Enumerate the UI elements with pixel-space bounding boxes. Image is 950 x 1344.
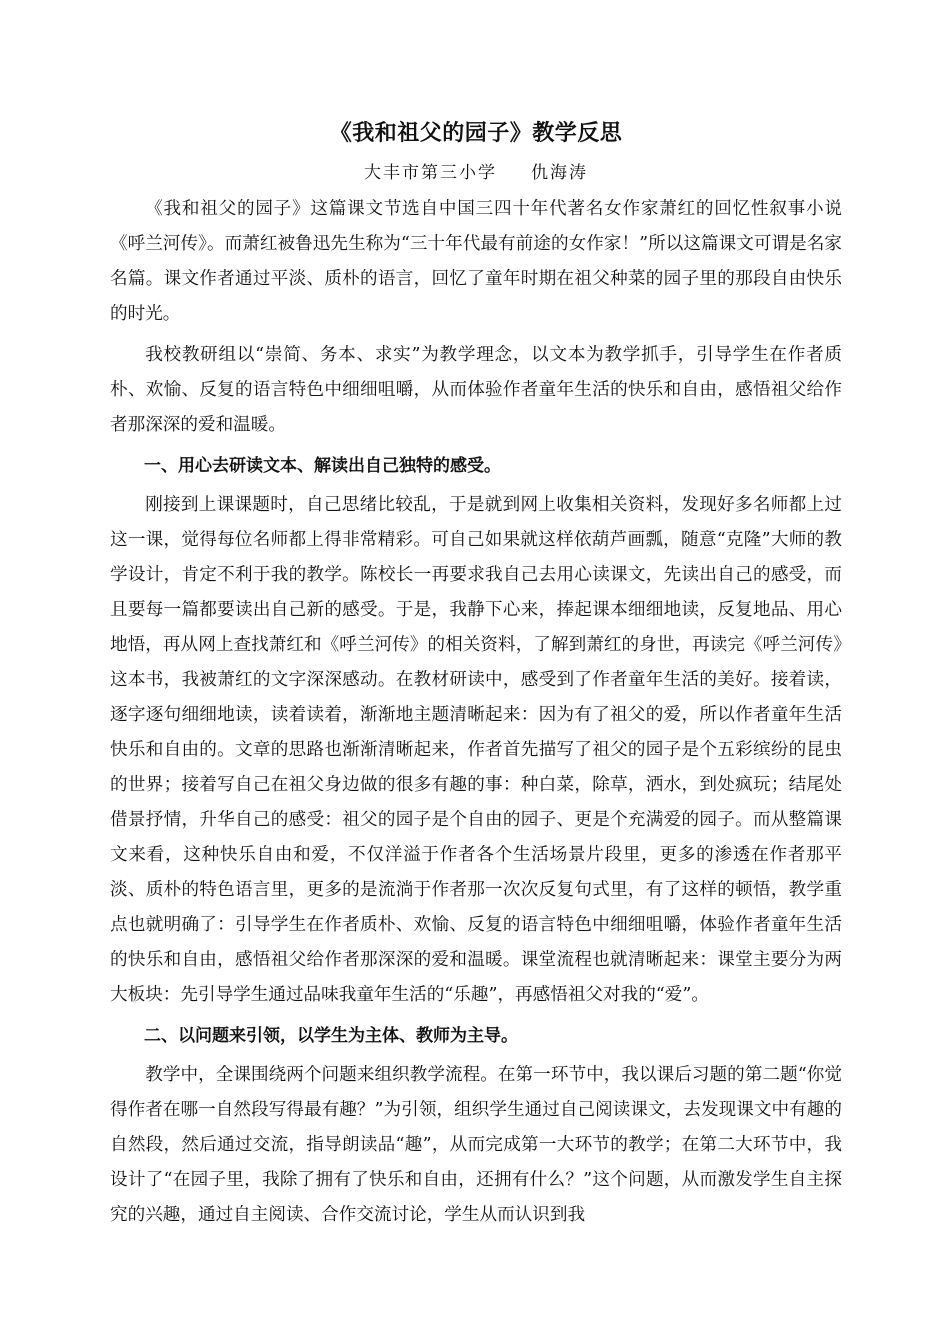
paragraph-section-1: 刚接到上课课题时，自己思绪比较乱，于是就到网上收集相关资料，发现好多名师都上过这一课，觉得每位名师都上得非常精彩。可自己如果就这样依葫芦画瓢，随意“克隆”大师的教学设计，肯定不利于我的教学。陈校长一再要求我自己去用心读课文，先读出自己的感受，而且要每一篇都要读出自己新的感受。于是，我静下心来，捧起课本细细地读，反复地品、用心地悟，再从网上查找萧红和《呼兰河传》的相关资料，了解到萧红的身世，再读完《呼兰河传》这本书，我被萧红的文字深深感动。在教材研读中，感受到了作者童年生活的美好。接着读，逐字逐句细细地读，读着读着，渐渐地主题清晰起来：因为有了祖父的爱，所以作者童年生活快乐和自由的。文章的思路也渐渐清晰起来，作者首先描写了祖父的园子是个五彩缤纷的昆虫的世界；接着写自己在祖父身边做的很多有趣的事：种白菜，除草，洒水，到处疯玩；结尾处借景抒情，升华自己的感受：祖父的园子是个自由的园子、更是个充满爱的园子。而从整篇课文来看，这种快乐自由和爱，不仅洋溢于作者各个生活场景片段里，更多的渗透在作者那平淡、质朴的特色语言里，更多的是流淌于作者那一次次反复句式里，有了这样的顿悟，教学重点也就明确了：引导学生在作者质朴、欢愉、反复的语言特色中细细咀嚼，体验作者童年生活的快乐和自由，感悟祖父给作者那深深的爱和温暖。课堂流程也就清晰起来：课堂主要分为两大板块：先引导学生通过品味我童年生活的“乐趣”，再感悟祖父对我的“爱”。 <box>110 495 842 1005</box>
paragraph-teaching-concept: 我校教研组以“崇简、务本、求实”为教学理念，以文本为教学抓手，引导学生在作者质朴、欢愉、反复的语言特色中细细咀嚼，从而体验作者童年生活的快乐和自由，感悟祖父给作者那深深的爱和温暖。 <box>110 345 842 435</box>
document-page <box>110 118 842 1239</box>
document-title: 《我和祖父的园子》教学反思 <box>329 121 623 146</box>
paragraph-intro: 《我和祖父的园子》这篇课文节选自中国三四十年代著名女作家萧红的回忆性叙事小说《呼兰河传》。而萧红被鲁迅先生称为“三十年代最有前途的女作家！”所以这篇课文可谓是名家名篇。课文作者通过平淡、质朴的语言，回忆了童年时期在祖父种菜的园子里的那段自由快乐的时光。 <box>110 199 842 324</box>
paragraph-section-2: 教学中，全课围绕两个问题来组织教学流程。在第一环节中，我以课后习题的第二题“你觉得作者在哪一自然段写得最有趣？”为引领，组织学生通过自己阅读课文，去发现课文中有趣的自然段，然后通过交流，指导朗读品“趣”，从而完成第一大环节的教学；在第二大环节中，我设计了“在园子里，我除了拥有了快乐和自由，还拥有什么？”这个问题，从而激发学生自主探究的兴趣，通过自主阅读、合作交流讨论，学生从而认识到我 <box>110 1065 842 1225</box>
byline-author: 仇海涛 <box>531 163 588 183</box>
byline <box>110 160 842 186</box>
section-heading-1: 一、用心去研读文本、解读出自己独特的感受。 <box>144 456 501 476</box>
byline-school: 大丰市第三小学 <box>364 163 497 183</box>
section-heading-2: 二、以问题来引领，以学生为主体、教师为主导。 <box>144 1026 518 1046</box>
